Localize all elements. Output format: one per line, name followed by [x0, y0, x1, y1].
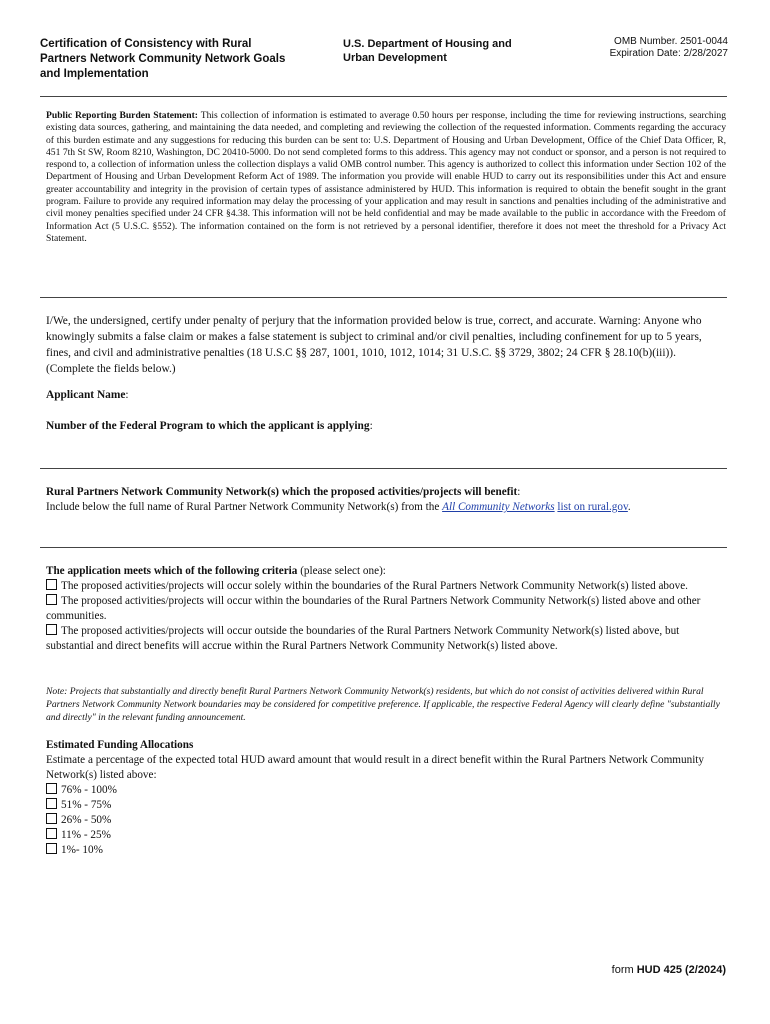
- funding-option-2[interactable]: [46, 798, 726, 813]
- burden-divider: [40, 297, 727, 298]
- funding-label: Estimated Funding Allocations: [46, 739, 194, 751]
- criteria-checkbox-3[interactable]: [46, 624, 57, 635]
- criteria-option-1-text: The proposed activities/projects will occur solely within the boundaries of the Rural Partners Network Community Network(s) listed above.: [61, 580, 688, 592]
- funding-option-3[interactable]: [46, 813, 726, 828]
- program-number-colon: :: [369, 420, 373, 432]
- burden-statement: [46, 110, 726, 245]
- applicant-name-colon: :: [125, 389, 129, 401]
- form-title: Certification of Consistency with Rural Partners Network Community Network Goals and Implementation: [40, 38, 286, 80]
- criteria-checkbox-1[interactable]: [46, 579, 57, 590]
- burden-text: This collection of information is estimated to average 0.50 hours per response, including the time for reviewing instructions, searching existing data sources, gathering, and maintaining the data needed, and completing and reviewing the collection of the requested information. Comments regarding the accuracy of this burden estimate and any suggestions for reducing this burden can be sent to: U.S. Department of Housing and Urban Development, Office of the Chief Data Officer, R, 451 7th St SW, Room 8210, Washington, DC 20410-5000. Do not send completed forms to this address. This agency may not conduct or sponsor, and a person is not required to respond to, a collection of information unless the collection displays a valid OMB control number. This agency is authorized to collect this information under Section 102 of the Department of Housing and Urban Development Reform Act of 1989. The information you provide will enable HUD to carry out its responsibilities under this Act and ensure greater accountability and integrity in the provision of certain types of assistance administered by HUD. This information is required to obtain the benefit sought in the grant program. Failure to provide any required information may delay the processing of your application and may result in sanctions and penalties including of the administrative and civil money penalties specified under 24 CFR §4.38. This information will not be held confidential and may be made available to the public in accordance with the Freedom of Information Act (5 U.S.C. §552). The information contained on the form is not retrieved by a personal identifier, therefore it does not meet the threshold for a Privacy Act Statement.: [46, 110, 726, 244]
- rpn-colon: :: [517, 486, 521, 498]
- rpn-instruction-line: [46, 500, 726, 515]
- omb-number: OMB Number. 2501-0044: [614, 36, 728, 47]
- all-community-networks-link[interactable]: All Community Networks: [442, 501, 555, 513]
- criteria-section: [46, 564, 726, 654]
- competitive-preference-note: Note: Projects that substantially and directly benefit Rural Partners Network Community Network(s) residents, but which do not consist of activities delivered within Rural Partners Network Community Network boundaries may be considered for competitive preference. If applicable, the respective Federal Agency will clearly define "substantially and directly" in the relevant funding announcement.: [46, 686, 720, 723]
- funding-checkbox-1[interactable]: [46, 783, 57, 794]
- funding-checkbox-2[interactable]: [46, 798, 57, 809]
- criteria-hint: (please select one):: [300, 565, 386, 577]
- rpn-divider: [40, 547, 727, 548]
- omb-info: [610, 36, 728, 60]
- applicant-name-field[interactable]: [46, 389, 129, 401]
- agency-name: U.S. Department of Housing and Urban Development: [343, 38, 512, 64]
- criteria-checkbox-2[interactable]: [46, 594, 57, 605]
- program-number-field[interactable]: [46, 420, 373, 432]
- rpn-section: [46, 485, 726, 515]
- funding-section: [46, 738, 726, 858]
- program-divider: [40, 468, 727, 469]
- criteria-label: The application meets which of the following criteria: [46, 565, 298, 577]
- funding-option-1-text: 76% - 100%: [61, 784, 117, 796]
- funding-option-5[interactable]: [46, 843, 726, 858]
- funding-option-4[interactable]: [46, 828, 726, 843]
- expiration-date: Expiration Date: 2/28/2027: [609, 48, 728, 59]
- funding-instruction: Estimate a percentage of the expected total HUD award amount that would result in a direct benefit within the Rural Partners Network Community Network(s) listed above:: [46, 754, 705, 781]
- rpn-label: Rural Partners Network Community Network(s) which the proposed activities/projects will benefit: [46, 486, 518, 498]
- criteria-option-3-text: The proposed activities/projects will occur outside the boundaries of the Rural Partners Network Community Network(s) listed above, but substantial and direct benefits will accrue within the Rural Partners Network Community Network(s) listed above.: [46, 625, 680, 652]
- funding-checkbox-4[interactable]: [46, 828, 57, 839]
- header-divider: [40, 96, 727, 97]
- burden-label: Public Reporting Burden Statement:: [46, 110, 199, 121]
- funding-option-3-text: 26% - 50%: [61, 814, 112, 826]
- criteria-option-2[interactable]: [46, 594, 726, 624]
- applicant-name-label: Applicant Name: [46, 389, 126, 401]
- rural-gov-list-link[interactable]: list on rural.gov: [557, 501, 628, 513]
- funding-option-4-text: 11% - 25%: [61, 829, 111, 841]
- funding-checkbox-3[interactable]: [46, 813, 57, 824]
- criteria-option-2-text: The proposed activities/projects will occur within the boundaries of the Rural Partners Network Community Network(s) listed above and other communities.: [46, 595, 701, 622]
- funding-option-5-text: 1%- 10%: [61, 844, 103, 856]
- certification-statement: I/We, the undersigned, certify under penalty of perjury that the information provided below is true, correct, and accurate. Warning: Anyone who knowingly submits a false claim or makes a false statement is subject to criminal and/or civil penalties, including confinement for up to 5 years, fines, and civil and administrative penalties (18 U.S.C §§ 287, 1001, 1010, 1012, 1014; 31 U.S.C. §§ 3729, 3802; 24 CFR § 28.10(b)(iii)). (Complete the fields below.): [46, 315, 702, 375]
- rpn-instruction: Include below the full name of Rural Partner Network Community Network(s) from the: [46, 501, 440, 513]
- criteria-option-1[interactable]: [46, 579, 726, 594]
- form-number: [612, 964, 726, 976]
- program-number-label: Number of the Federal Program to which the applicant is applying: [46, 420, 370, 432]
- funding-checkbox-5[interactable]: [46, 843, 57, 854]
- funding-option-1[interactable]: [46, 783, 726, 798]
- rpn-period: .: [627, 501, 631, 513]
- form-prefix: form: [611, 964, 634, 976]
- criteria-option-3[interactable]: [46, 624, 726, 654]
- form-id: HUD 425 (2/2024): [636, 964, 726, 976]
- funding-option-2-text: 51% - 75%: [61, 799, 112, 811]
